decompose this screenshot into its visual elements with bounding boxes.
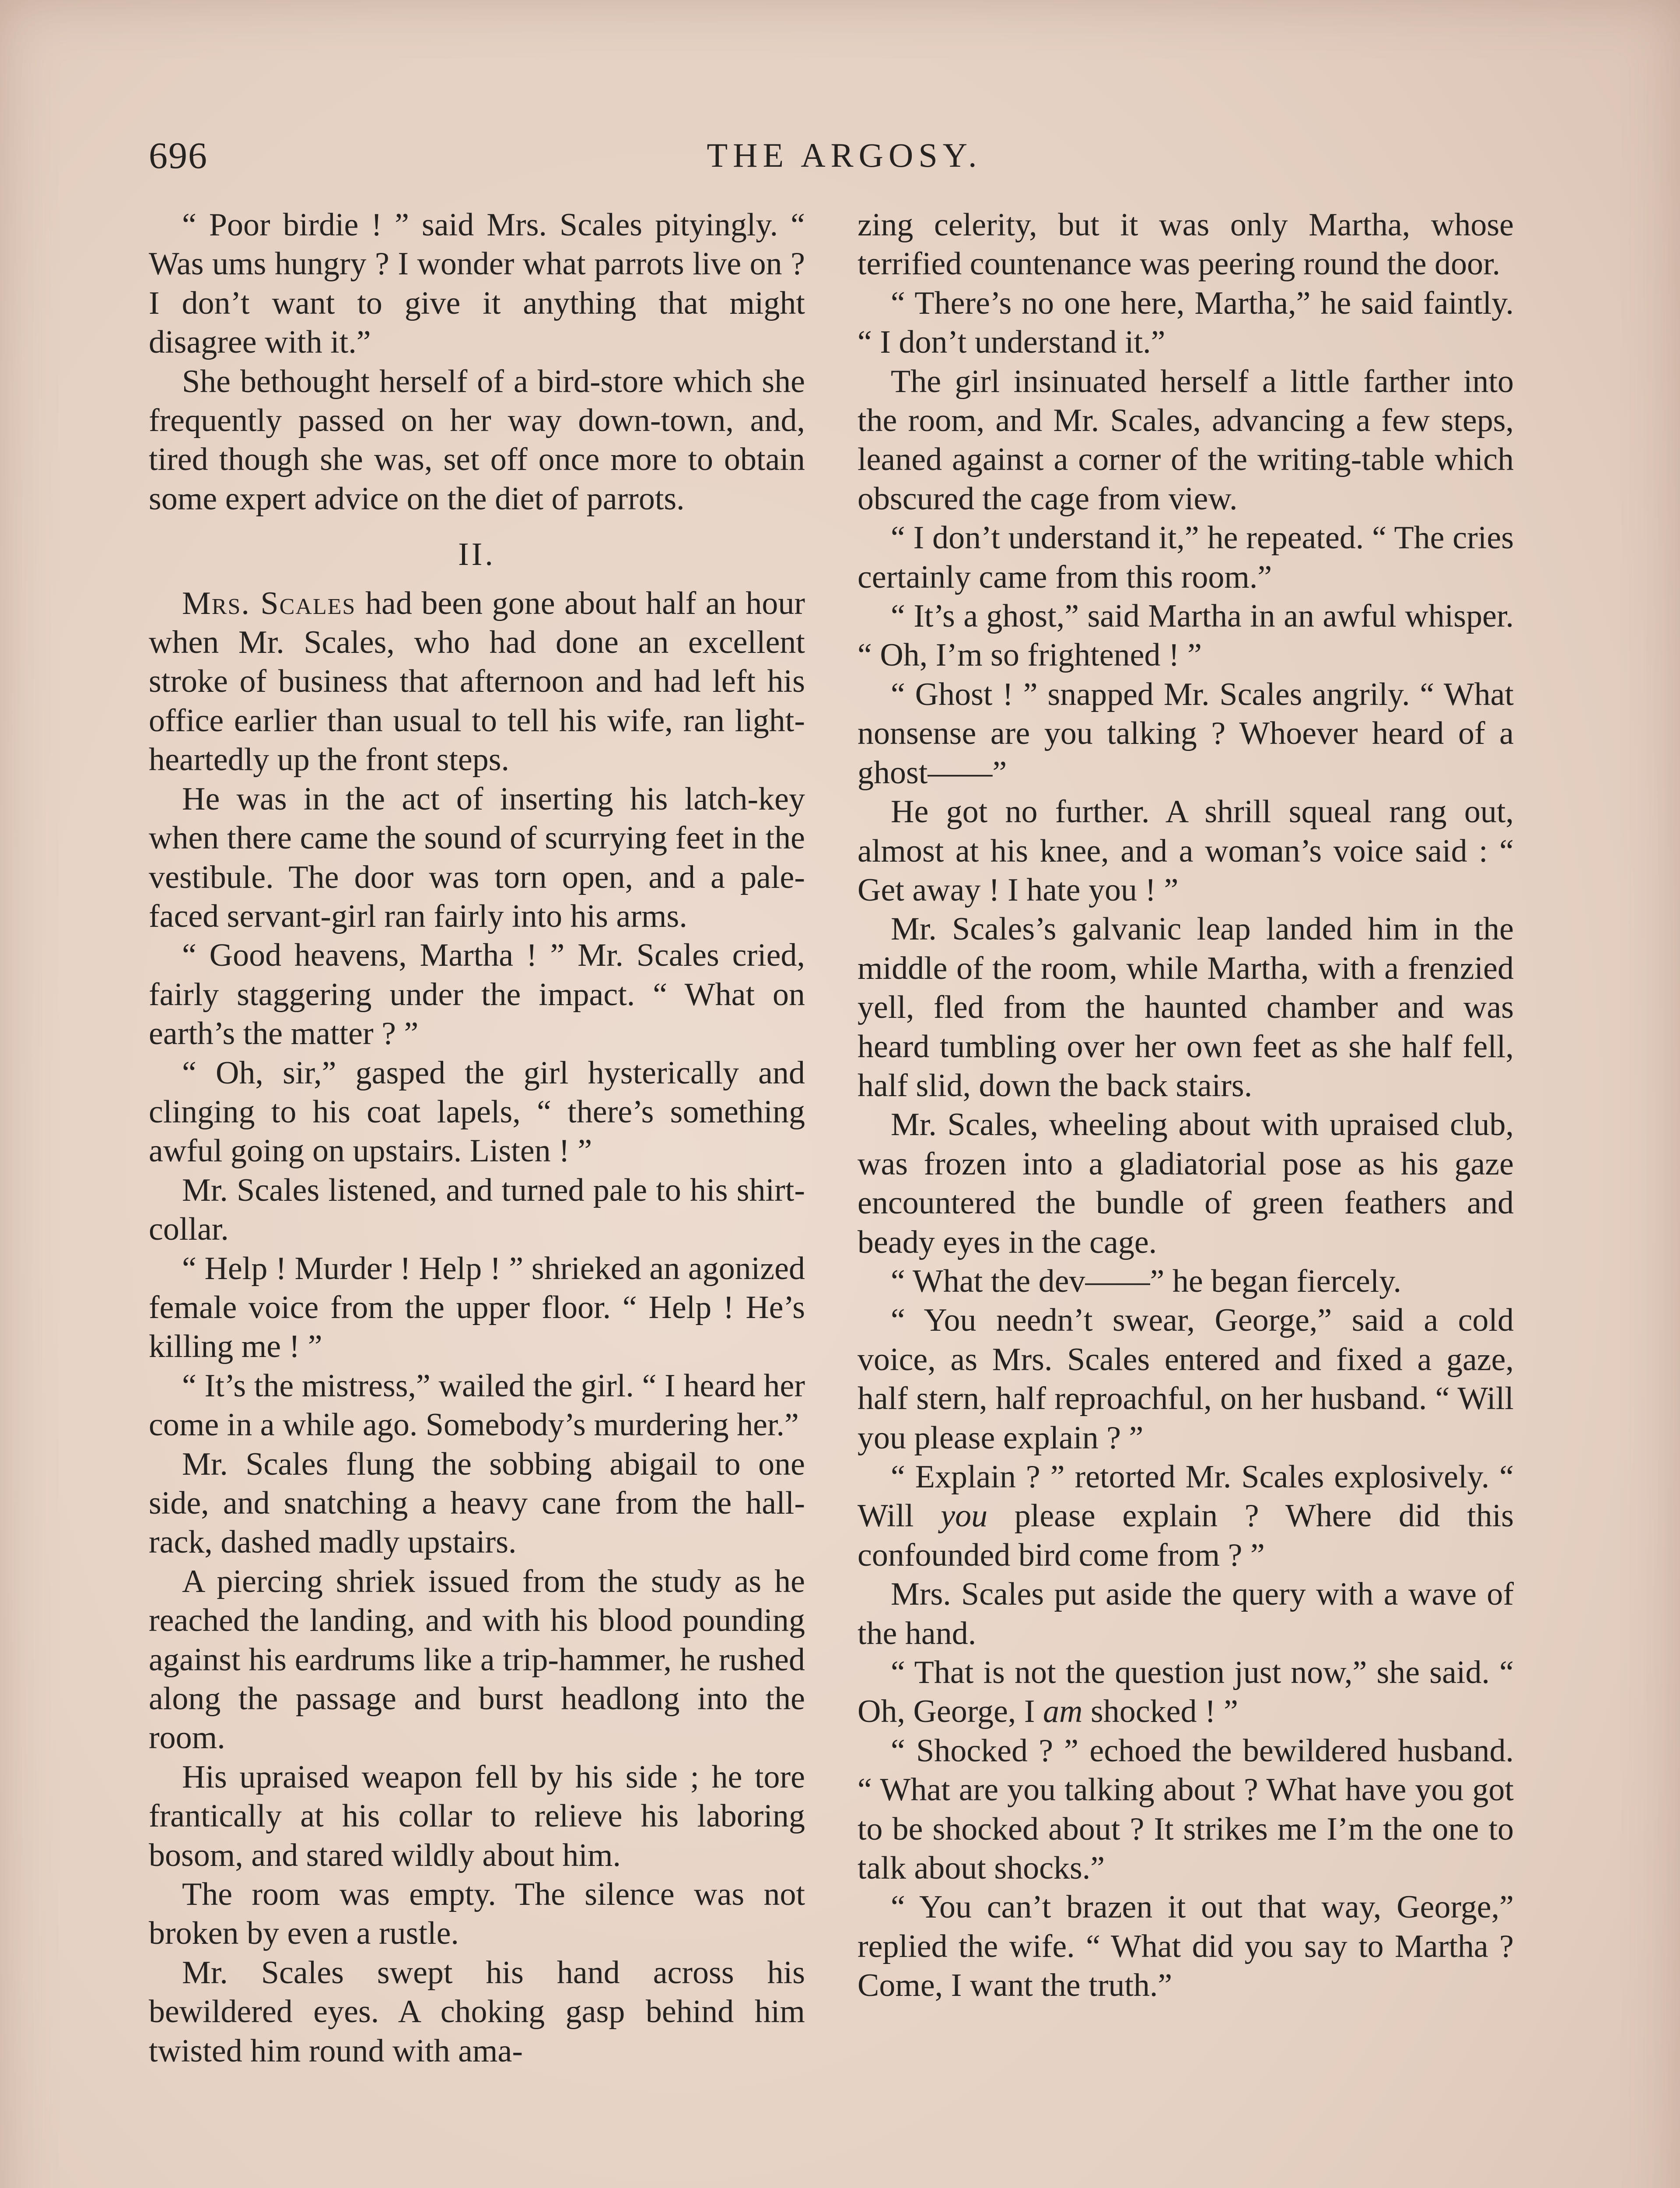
paragraph bbox=[858, 1653, 1514, 1732]
paragraph: Mr. Scales swept his hand across his bewildered eyes. A choking gasp behind him twisted him round with ama- bbox=[149, 1954, 805, 2069]
paragraph-text: please explain ? Where did this confounded bird come from ? ” bbox=[858, 1498, 1514, 1573]
paragraph: “ There’s no one here, Martha,” he said faintly. “ I don’t understand it.” bbox=[858, 285, 1514, 361]
paragraph: She bethought herself of a bird-store which she frequently passed on her way down-town, and, tired though she was, set off once more to obtain some expert advice on the diet of parrots. bbox=[149, 363, 805, 517]
paragraph-text: had been gone about half an hour when Mr. Scales, who had done an excellent stroke of business that afternoon and had left his office earlier than usual to tell his wife, ran light-heartedly up the front steps. bbox=[149, 585, 805, 778]
small-caps-name: Mrs. Scales bbox=[182, 585, 356, 621]
paragraph: He got no further. A shrill squeal rang out, almost at his knee, and a woman’s voice said : “ Get away ! I hate you ! ” bbox=[858, 794, 1514, 908]
running-title: THE ARGOSY. bbox=[707, 136, 982, 174]
paragraph: “ I don’t understand it,” he repeated. “ The cries certainly came from this room.” bbox=[858, 520, 1514, 595]
paragraph: Mr. Scales’s galvanic leap landed him in the middle of the room, while Martha, with a frenzied yell, fled from the haunted chamber and was heard tumbling over her own feet as she half fell, half slid, down the back stairs. bbox=[858, 911, 1514, 1104]
paragraph-text: “ Explain ? ” retorted Mr. Scales explosively. “ Will bbox=[858, 1459, 1514, 1534]
paragraph: “ Ghost ! ” snapped Mr. Scales angrily. “ What nonsense are you talking ? Whoever heard of a ghost——” bbox=[858, 676, 1514, 791]
emphasis: am bbox=[1043, 1694, 1083, 1730]
page-number: 696 bbox=[149, 134, 208, 176]
paragraph-continued: zing celerity, but it was only Martha, whose terrified countenance was peering round the door. bbox=[858, 207, 1514, 282]
paragraph: “ You can’t brazen it out that way, George,” replied the wife. “ What did you say to Martha ? Come, I want the truth.” bbox=[858, 1889, 1514, 2004]
paragraph: Mr. Scales, wheeling about with upraised club, was frozen into a gladiatorial pose as his gaze encountered the bundle of green feathers and beady eyes in the cage. bbox=[858, 1107, 1514, 1260]
paragraph: “ Shocked ? ” echoed the bewildered husband. “ What are you talking about ? What have you got to be shocked about ? It strikes me I’m the one to talk about shocks.” bbox=[858, 1732, 1514, 1886]
paragraph: The room was empty. The silence was not broken by even a rustle. bbox=[149, 1876, 805, 1952]
paragraph-text: shocked ! ” bbox=[1082, 1694, 1238, 1730]
paragraph bbox=[858, 1458, 1514, 1575]
paragraph-text: “ That is not the question just now,” she said. “ Oh, George, I bbox=[858, 1655, 1514, 1730]
paragraph: “ Good heavens, Martha ! ” Mr. Scales cried, fairly staggering under the impact. “ What on earth’s the matter ? ” bbox=[149, 937, 805, 1052]
paragraph: Mr. Scales listened, and turned pale to his shirt-collar. bbox=[149, 1172, 805, 1248]
paragraph: His upraised weapon fell by his side ; he tore frantically at his collar to relieve his laboring bosom, and stared wildly about him. bbox=[149, 1759, 805, 1873]
emphasis: you bbox=[941, 1498, 988, 1534]
paragraph: The girl insinuated herself a little farther into the room, and Mr. Scales, advancing a few steps, leaned against a corner of the writing-table which obscured the cage from view. bbox=[858, 363, 1514, 517]
paragraph: Mrs. Scales put aside the query with a wave of the hand. bbox=[858, 1576, 1514, 1652]
paragraph: “ Help ! Murder ! Help ! ” shrieked an agonized female voice from the upper floor. “ Help ! He’s killing me ! ” bbox=[149, 1250, 805, 1365]
right-column bbox=[858, 206, 1514, 2006]
paragraph: He was in the act of inserting his latch-key when there came the sound of scurrying feet in the vestibule. The door was torn open, and a pale-faced servant-girl ran fairly into his arms. bbox=[149, 781, 805, 934]
paragraph: Mr. Scales flung the sobbing abigail to one side, and snatching a heavy cane from the hall-rack, dashed madly upstairs. bbox=[149, 1446, 805, 1560]
paragraph: “ It’s a ghost,” said Martha in an awful whisper. “ Oh, I’m so frightened ! ” bbox=[858, 598, 1514, 673]
paragraph bbox=[149, 584, 805, 780]
paragraph: “ Poor birdie ! ” said Mrs. Scales pityingly. “ Was ums hungry ? I wonder what parrots live on ? I don’t want to give it anything that might disagree with it.” bbox=[149, 207, 805, 361]
paragraph: “ You needn’t swear, George,” said a cold voice, as Mrs. Scales entered and fixed a gaze, half stern, half reproachful, on her husband. “ Will you please explain ? ” bbox=[858, 1302, 1514, 1456]
paragraph: “ Oh, sir,” gasped the girl hysterically and clinging to his coat lapels, “ there’s something awful going on upstairs. Listen ! ” bbox=[149, 1055, 805, 1169]
paragraph: “ What the dev——” he began fiercely. bbox=[891, 1263, 1402, 1299]
paragraph: A piercing shriek issued from the study as he reached the landing, and with his blood pounding against his eardrums like a trip-hammer, he rushed along the passage and burst headlong into the room. bbox=[149, 1563, 805, 1756]
left-column bbox=[149, 206, 805, 2071]
section-heading: II. bbox=[458, 536, 496, 573]
paragraph: “ It’s the mistress,” wailed the girl. “ I heard her come in a while ago. Somebody’s murdering her.” bbox=[149, 1368, 805, 1443]
page-header bbox=[149, 131, 1540, 179]
